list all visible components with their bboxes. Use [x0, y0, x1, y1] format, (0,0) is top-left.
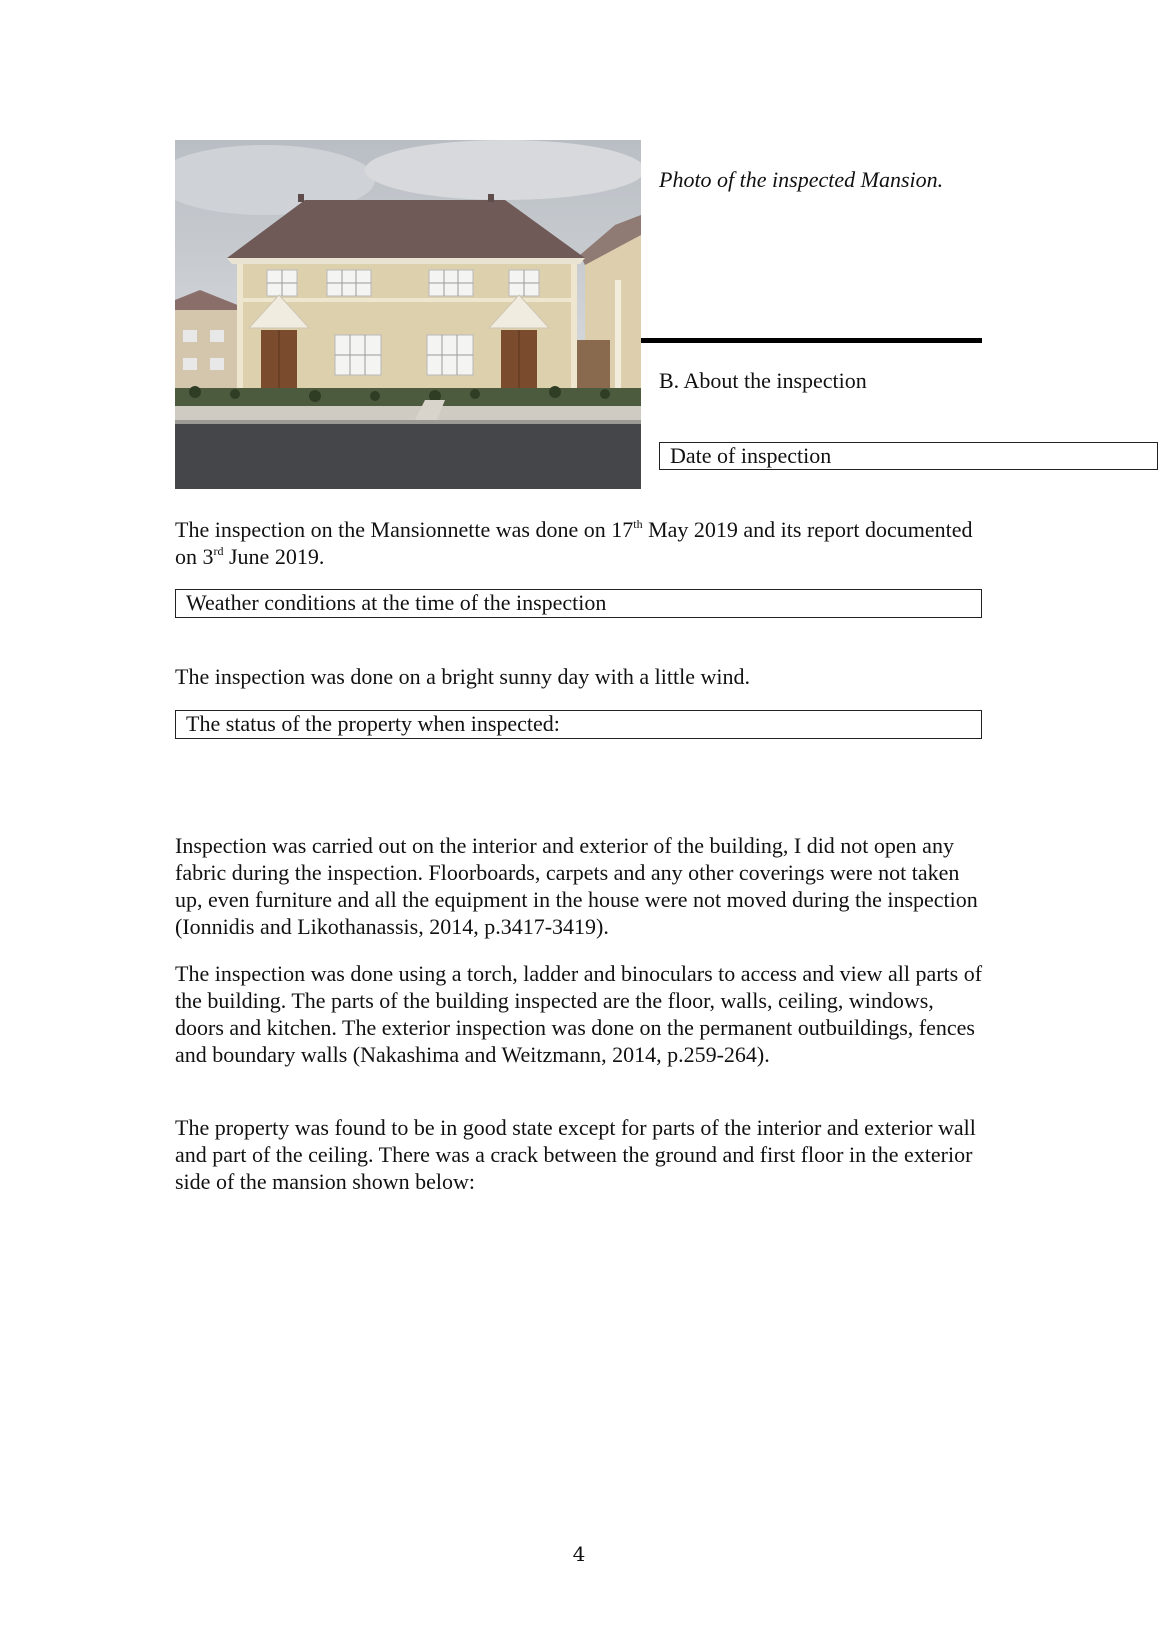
- weather-paragraph: The inspection was done on a bright sunny day with a little wind.: [175, 664, 750, 689]
- property-status-box: [175, 710, 982, 739]
- date-sup-rd: rd: [213, 544, 224, 558]
- section-divider: [641, 338, 982, 343]
- date-of-inspection-label: Date of inspection: [670, 443, 832, 468]
- photo-caption: Photo of the inspected Mansion.: [659, 167, 944, 192]
- date-text-part-3: June 2019.: [223, 544, 325, 569]
- weather-conditions-box: [175, 589, 982, 618]
- body-paragraph: The property was found to be in good state except for parts of the interior and exterior wall and part of the ceiling. There was a crack between the ground and first floor in the exterior side of the mansion shown below:: [175, 1115, 976, 1194]
- date-text-part-1: The inspection on the Mansionnette was done on 17: [175, 517, 634, 542]
- body-paragraph: Inspection was carried out on the interior and exterior of the building, I did not open any fabric during the inspection. Floorboards, carpets and any other coverings were not taken up, even furniture and all the equipment in the house were not moved during the inspection (Ionnidis and Likothanassis, 2014, p.3417-3419).: [175, 833, 978, 939]
- weather-conditions-label: Weather conditions at the time of the inspection: [186, 590, 607, 615]
- property-status-label: The status of the property when inspected:: [186, 711, 560, 736]
- date-text-part-2: May 2019 and its report documented on 3: [175, 517, 973, 569]
- date-of-inspection-box: [659, 442, 1158, 470]
- page-number: 4: [572, 1542, 586, 1566]
- section-b-heading: B. About the inspection: [659, 368, 867, 393]
- mansion-photo: [175, 140, 641, 489]
- body-paragraph: The inspection was done using a torch, ladder and binoculars to access and view all parts of the building. The parts of the building inspected are the floor, walls, ceiling, windows, doors and kitchen. The exterior inspection was done on the permanent outbuildings, fences and boundary walls (Nakashima and Weitzmann, 2014, p.259-264).: [175, 961, 983, 1067]
- date-sup-th: th: [633, 517, 643, 531]
- inspection-date-paragraph: [175, 516, 995, 570]
